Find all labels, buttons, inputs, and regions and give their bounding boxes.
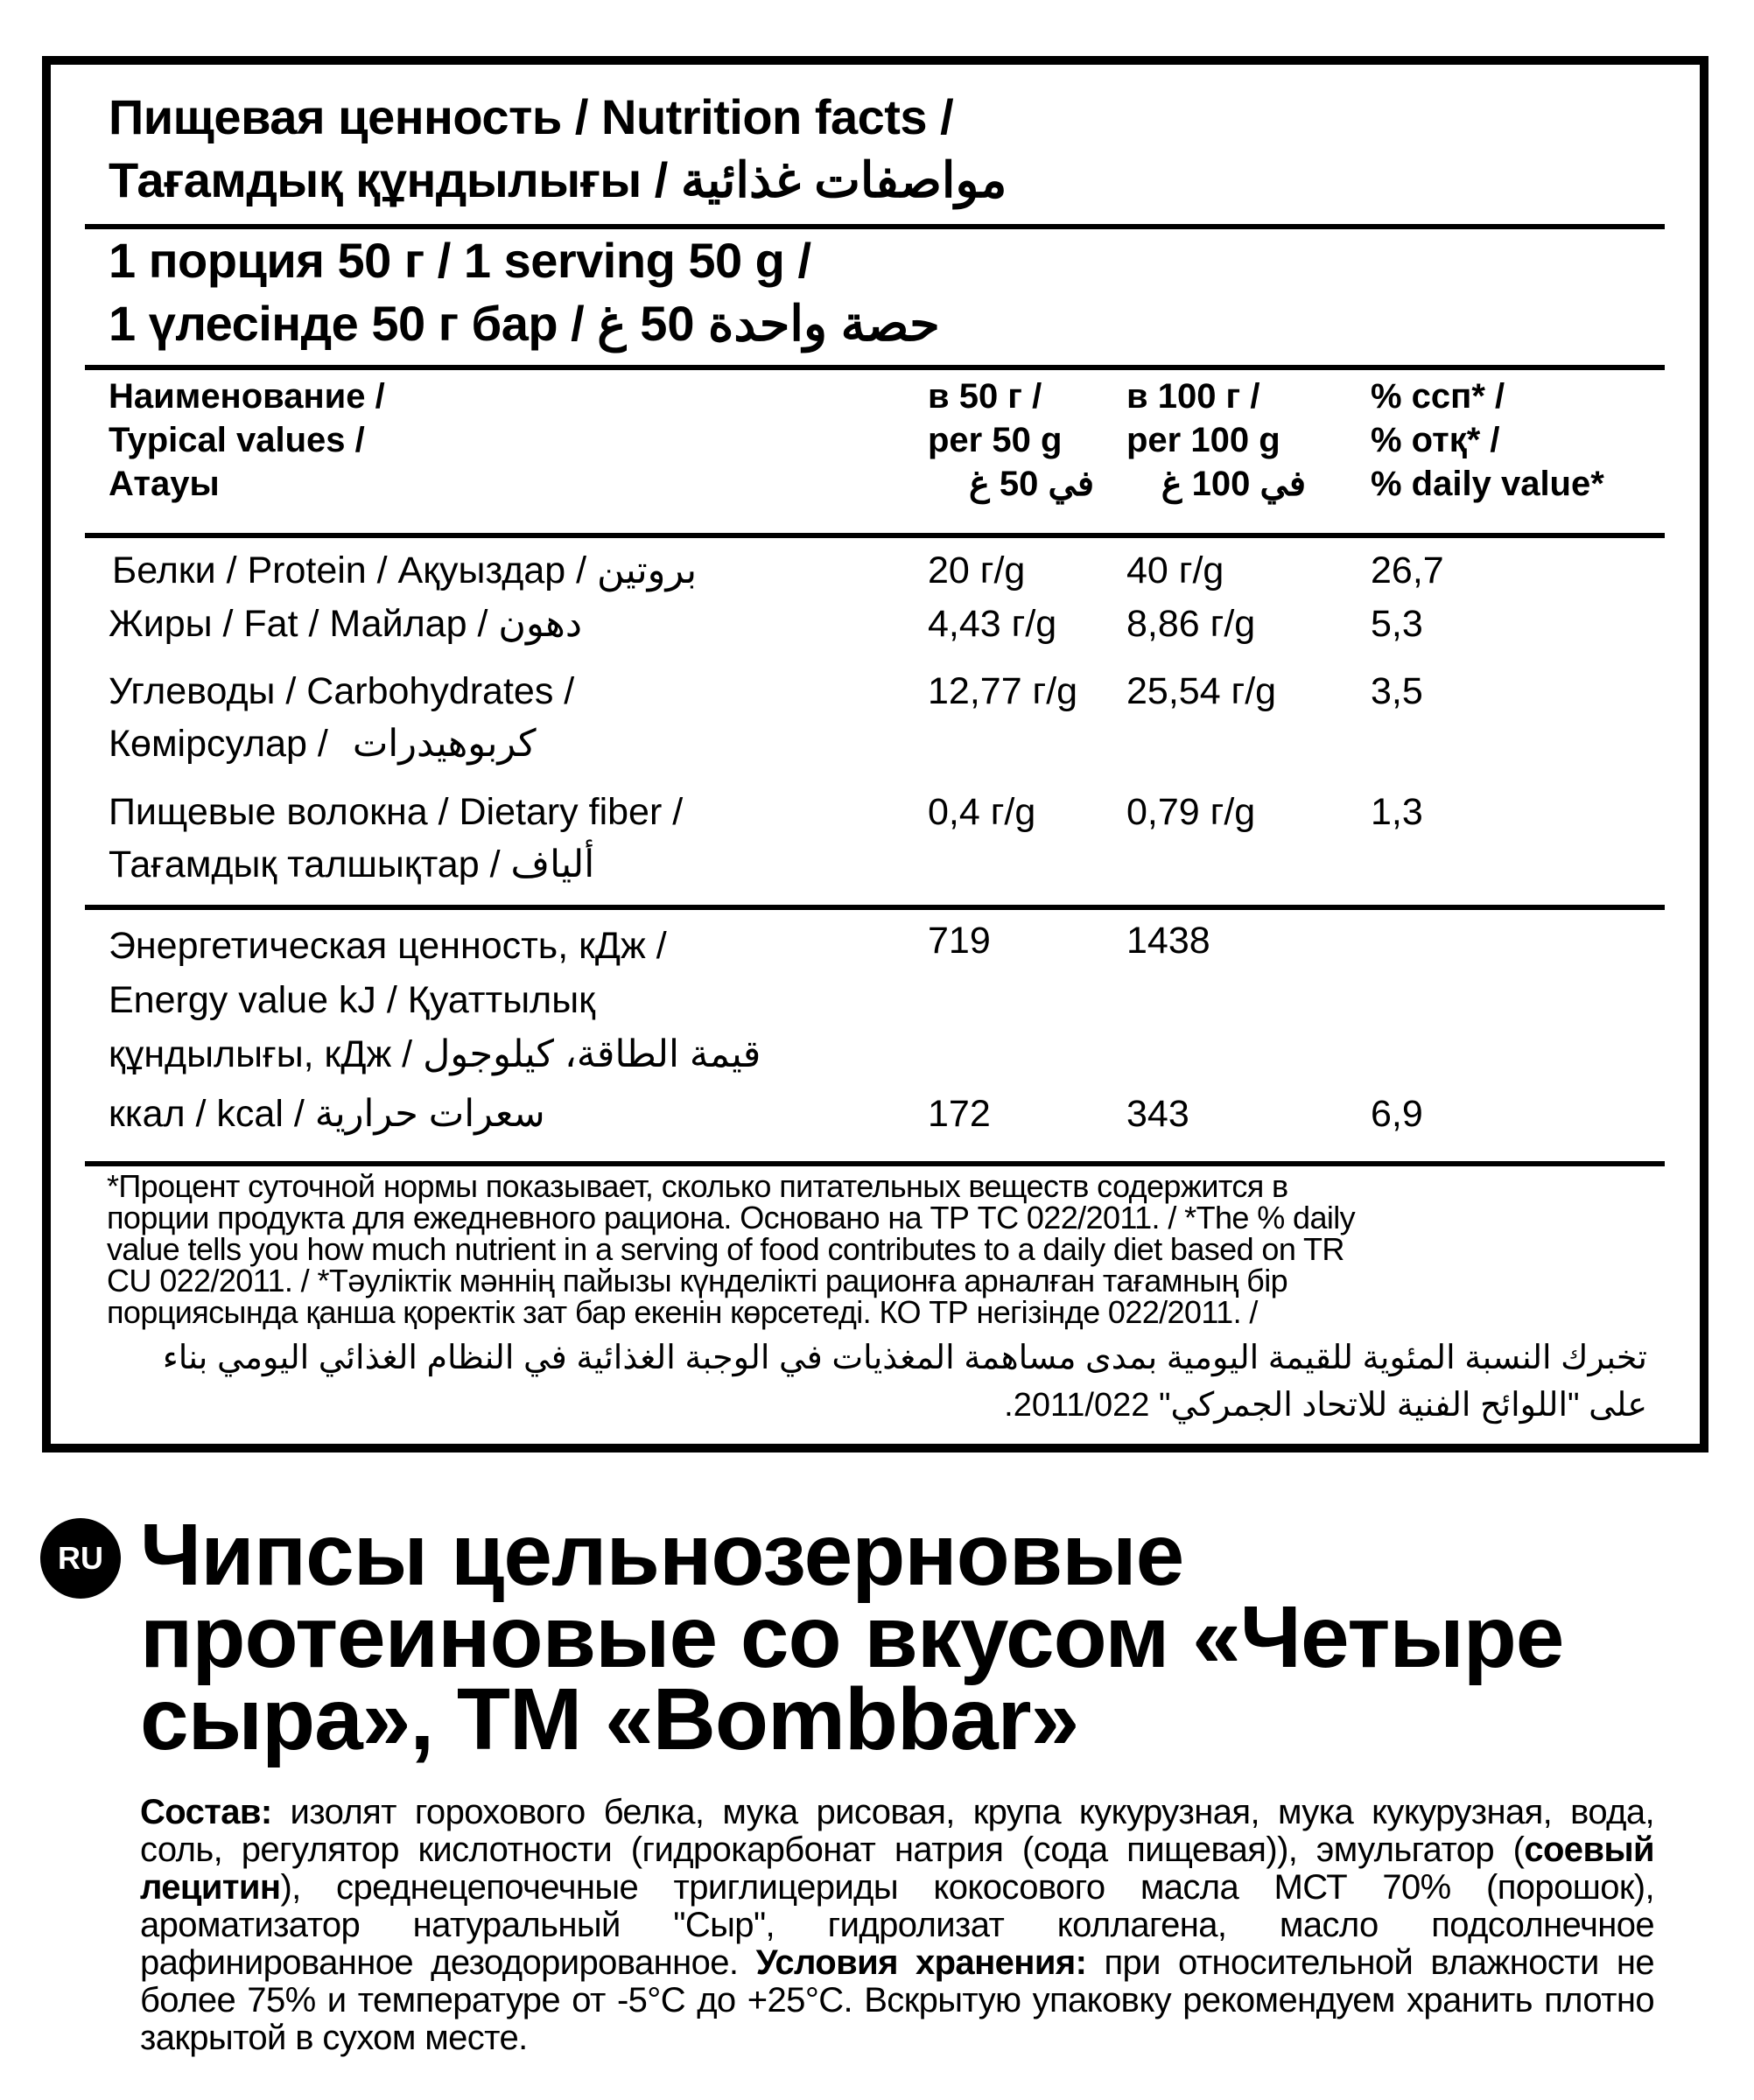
label-ar: كربوهيدرات	[352, 723, 537, 765]
label-text: Белки / Protein / Ақуыздар /	[112, 550, 587, 592]
energy-label-kz: құндылығы, кДж /	[109, 1033, 413, 1075]
kcal-label-ar: سعرات حرارية	[314, 1093, 545, 1135]
fiber-per100: 0,79 г/g	[1126, 791, 1256, 833]
label-text-kz: Көмірсулар /	[109, 723, 328, 765]
energy-label-en: Energy value kJ / Қуаттылық	[109, 979, 595, 1021]
header-per100-ar: في 100 غ	[1161, 465, 1306, 503]
label-text: Пищевые волокна / Dietary fiber /	[109, 791, 684, 833]
serving-line2	[109, 292, 940, 355]
nutrition-title-line1: Пищевая ценность / Nutrition facts /	[109, 89, 954, 144]
protein-per100: 40 г/g	[1126, 550, 1224, 592]
energy-kcal-dv: 6,9	[1371, 1093, 1423, 1135]
row-carbs-label	[109, 669, 574, 766]
fat-per100: 8,86 г/g	[1126, 603, 1256, 645]
footnote-line: CU 022/2011. / *Тәуліктік мәннің пайызы күнделікті рационға арналған тағамның бір	[107, 1263, 1288, 1298]
composition	[140, 1794, 1654, 2057]
storage-label: Условия хранения:	[755, 1943, 1087, 1982]
kcal-label-text: ккал / kcal /	[109, 1093, 305, 1135]
label-ar: بروتين	[597, 550, 698, 592]
nutrition-title-line2	[109, 149, 1007, 212]
energy-kcal-per100: 343	[1126, 1093, 1189, 1135]
header-name	[109, 374, 385, 506]
allergen: соевый лецитин	[140, 1830, 1654, 1907]
header-per50-ru: в 50 г /	[928, 377, 1042, 416]
energy-label-ar: قيمة الطاقة، كيلوجول	[423, 1033, 761, 1075]
header-per50-ar: في 50 غ	[968, 465, 1094, 503]
fat-dv: 5,3	[1371, 603, 1423, 645]
serving-line1: 1 порция 50 г / 1 serving 50 g /	[109, 233, 811, 288]
footnote-arabic: تخبرك النسبة المئوية للقيمة اليومية بمدى مساهمة المغذيات في الوجبة الغذائية في النظام الغذائي اليومي بناء على "اللوائح الفنية للاتحاد الجمركي" 2011/022.	[162, 1340, 1647, 1424]
divider	[85, 365, 1665, 370]
nutrition-title-kz: Тағамдық құндылығы /	[109, 152, 668, 207]
label-text-kz: Тағамдық талшықтар /	[109, 844, 501, 886]
storage-text: при относительной влажности не более 75% и температуре от -5°С до +25°С. Вскрытую упаковку рекомендуем хранить плотно закрытой в сухом месте.	[140, 1943, 1654, 2057]
footnote-line: порции продукта для ежедневного рациона. Основано на ТР ТС 022/2011. / *The % daily	[107, 1200, 1356, 1236]
composition-text: изолят горохового белка, мука рисовая, крупа кукурузная, мука кукурузная, вода, соль, регулятор кислотности (гидрокарбонат натрия (сода пищевая)), эмульгатор (	[140, 1793, 1654, 1869]
row-fiber-label	[109, 790, 683, 886]
composition-text: ), среднецепочечные триглицериды кокосового масла МСТ 70% (порошок), ароматизатор натуральный "Сыр", гидролизат коллагена, масло подсолнечное рафинированное дезодорированное.	[140, 1868, 1654, 1982]
serving-kz: 1 үлесінде 50 г бар /	[109, 296, 585, 351]
protein-dv: 26,7	[1371, 550, 1444, 592]
header-name-kz: Атауы	[109, 465, 220, 503]
carbs-per100: 25,54 г/g	[1126, 670, 1277, 712]
header-name-ru: Наименование /	[109, 377, 385, 416]
carbs-per50: 12,77 г/g	[928, 670, 1078, 712]
fiber-dv: 1,3	[1371, 791, 1423, 833]
energy-kcal-per50: 172	[928, 1093, 991, 1135]
divider	[85, 1161, 1665, 1166]
header-name-en: Typical values /	[109, 421, 365, 459]
energy-label-ru: Энергетическая ценность, кДж /	[109, 925, 667, 967]
fiber-per50: 0,4 г/g	[928, 791, 1036, 833]
row-fat-label	[109, 602, 582, 646]
footnote-line: *Процент суточной нормы показывает, сколько питательных веществ содержится в	[107, 1168, 1288, 1204]
header-per100	[1126, 374, 1306, 506]
footnote-line: порциясында қанша қоректік зат бар екенін көрсетеді. КО ТР негізінде 022/2011. /	[107, 1294, 1258, 1330]
header-dv-en: % daily value*	[1371, 465, 1604, 503]
divider	[85, 905, 1665, 910]
product-title: Чипсы цельнозерновые протеиновые со вкусом «Четыре сыра», ТМ «Bombbar»	[140, 1506, 1564, 1768]
label-text: Углеводы / Carbohydrates /	[109, 670, 575, 712]
label-text: Жиры / Fat / Майлар /	[109, 603, 488, 645]
label-ar: دهون	[498, 603, 582, 645]
energy-kcal-label	[109, 1092, 545, 1136]
nutrition-title-ar: مواصفات غذائية	[680, 152, 1007, 207]
header-per100-ru: в 100 г /	[1126, 377, 1260, 416]
label-ar: ألياف	[510, 844, 595, 886]
energy-kj-label	[109, 919, 761, 1082]
row-protein-label	[112, 549, 697, 592]
divider	[85, 533, 1665, 538]
header-per50-en: per 50 g	[928, 421, 1063, 459]
header-dv-ru: % ссп* /	[1371, 377, 1505, 416]
energy-kj-per100: 1438	[1126, 920, 1210, 962]
protein-per50: 20 г/g	[928, 550, 1026, 592]
header-per100-en: per 100 g	[1126, 421, 1280, 459]
header-daily-value	[1371, 374, 1604, 506]
language-badge-ru: RU	[40, 1518, 121, 1599]
carbs-dv: 3,5	[1371, 670, 1423, 712]
energy-kj-per50: 719	[928, 920, 991, 962]
header-per50	[928, 374, 1094, 506]
footnote-line: value tells you how much nutrient in a serving of food contributes to a daily diet based on TR	[107, 1231, 1344, 1267]
serving-ar: حصة واحدة 50 غ	[597, 296, 940, 351]
composition-label: Состав:	[140, 1793, 272, 1831]
fat-per50: 4,43 г/g	[928, 603, 1057, 645]
footnote	[107, 1168, 1612, 1330]
header-dv-kz: % отқ* /	[1371, 421, 1500, 459]
